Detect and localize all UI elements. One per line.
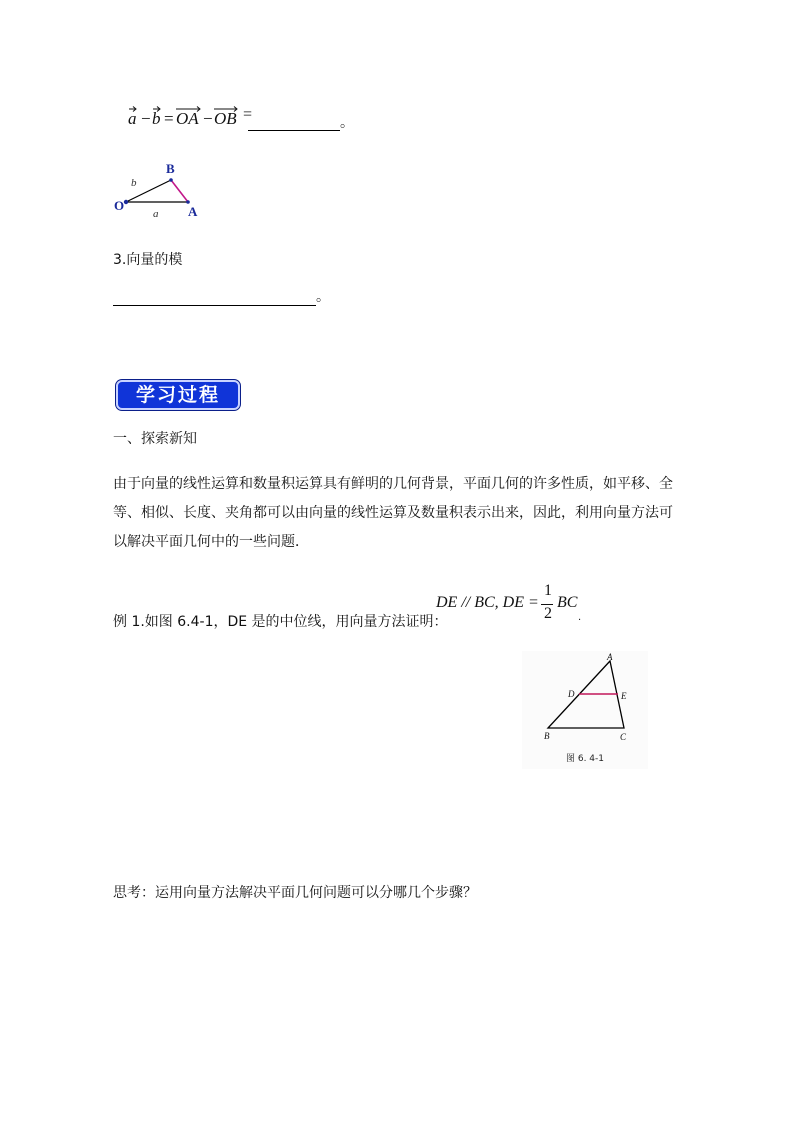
example-1-formula — [436, 582, 596, 628]
answer-blank-2[interactable] — [113, 287, 316, 306]
point-b — [169, 178, 173, 182]
formula-trailing-dot: . — [578, 612, 582, 623]
fraction-denominator: 2 — [544, 605, 552, 622]
equals-sign: = — [242, 106, 253, 123]
formula-vector-difference-svg — [128, 100, 248, 136]
fig-label-a: A — [607, 652, 613, 662]
figure-6-4-1 — [522, 651, 648, 769]
svg-text:a: a — [128, 109, 137, 128]
period-2: 。 — [316, 289, 330, 305]
example-1-text: 例 1.如图 6.4-1，DE 是的中位线，用向量方法证明： — [113, 614, 448, 630]
label-vec-a: a — [153, 208, 159, 220]
fig-label-b: B — [544, 731, 550, 741]
label-vec-b: b — [131, 177, 137, 189]
subheading-explore: 一、探索新知 — [113, 431, 197, 447]
formula-vector-difference — [128, 100, 358, 136]
svg-text:OB: OB — [214, 109, 237, 128]
point-o — [124, 200, 128, 204]
formula-lhs: DE // BC, DE = — [436, 594, 539, 611]
vector-triangle-figure — [112, 158, 212, 224]
label-o: O — [114, 198, 125, 213]
svg-text:=: = — [164, 109, 174, 128]
svg-text:OA: OA — [176, 109, 199, 128]
segment-ba — [171, 180, 188, 202]
fraction-numerator: 1 — [544, 582, 552, 599]
answer-blank-1[interactable] — [248, 110, 340, 131]
svg-text:−: − — [203, 109, 213, 128]
fig-label-e: E — [621, 691, 627, 701]
learning-process-badge: 学习过程 — [116, 380, 240, 410]
svg-text:b: b — [152, 109, 161, 128]
label-a: A — [188, 204, 198, 219]
thinking-question: 思考：运用向量方法解决平面几何问题可以分哪几个步骤？ — [113, 885, 477, 901]
svg-text:−: − — [141, 109, 151, 128]
figure-background — [522, 651, 648, 769]
fig-label-c: C — [620, 732, 627, 742]
label-b: B — [166, 161, 175, 176]
figure-caption: 图 6. 4-1 — [566, 754, 605, 764]
section-3-answer-line — [113, 286, 330, 306]
intro-paragraph: 由于向量的线性运算和数量积运算具有鲜明的几何背景，平面几何的许多性质，如平移、全等、相似、长度、夹角都可以由向量的线性运算及数量积表示出来，因此，利用向量方法可以解决平面几何中的一些问题． — [113, 476, 673, 550]
section-3-title: 3.向量的模 — [113, 252, 183, 268]
period-1: 。 — [340, 115, 354, 131]
fig-label-d: D — [568, 689, 575, 699]
formula-rhs: BC — [557, 594, 578, 611]
